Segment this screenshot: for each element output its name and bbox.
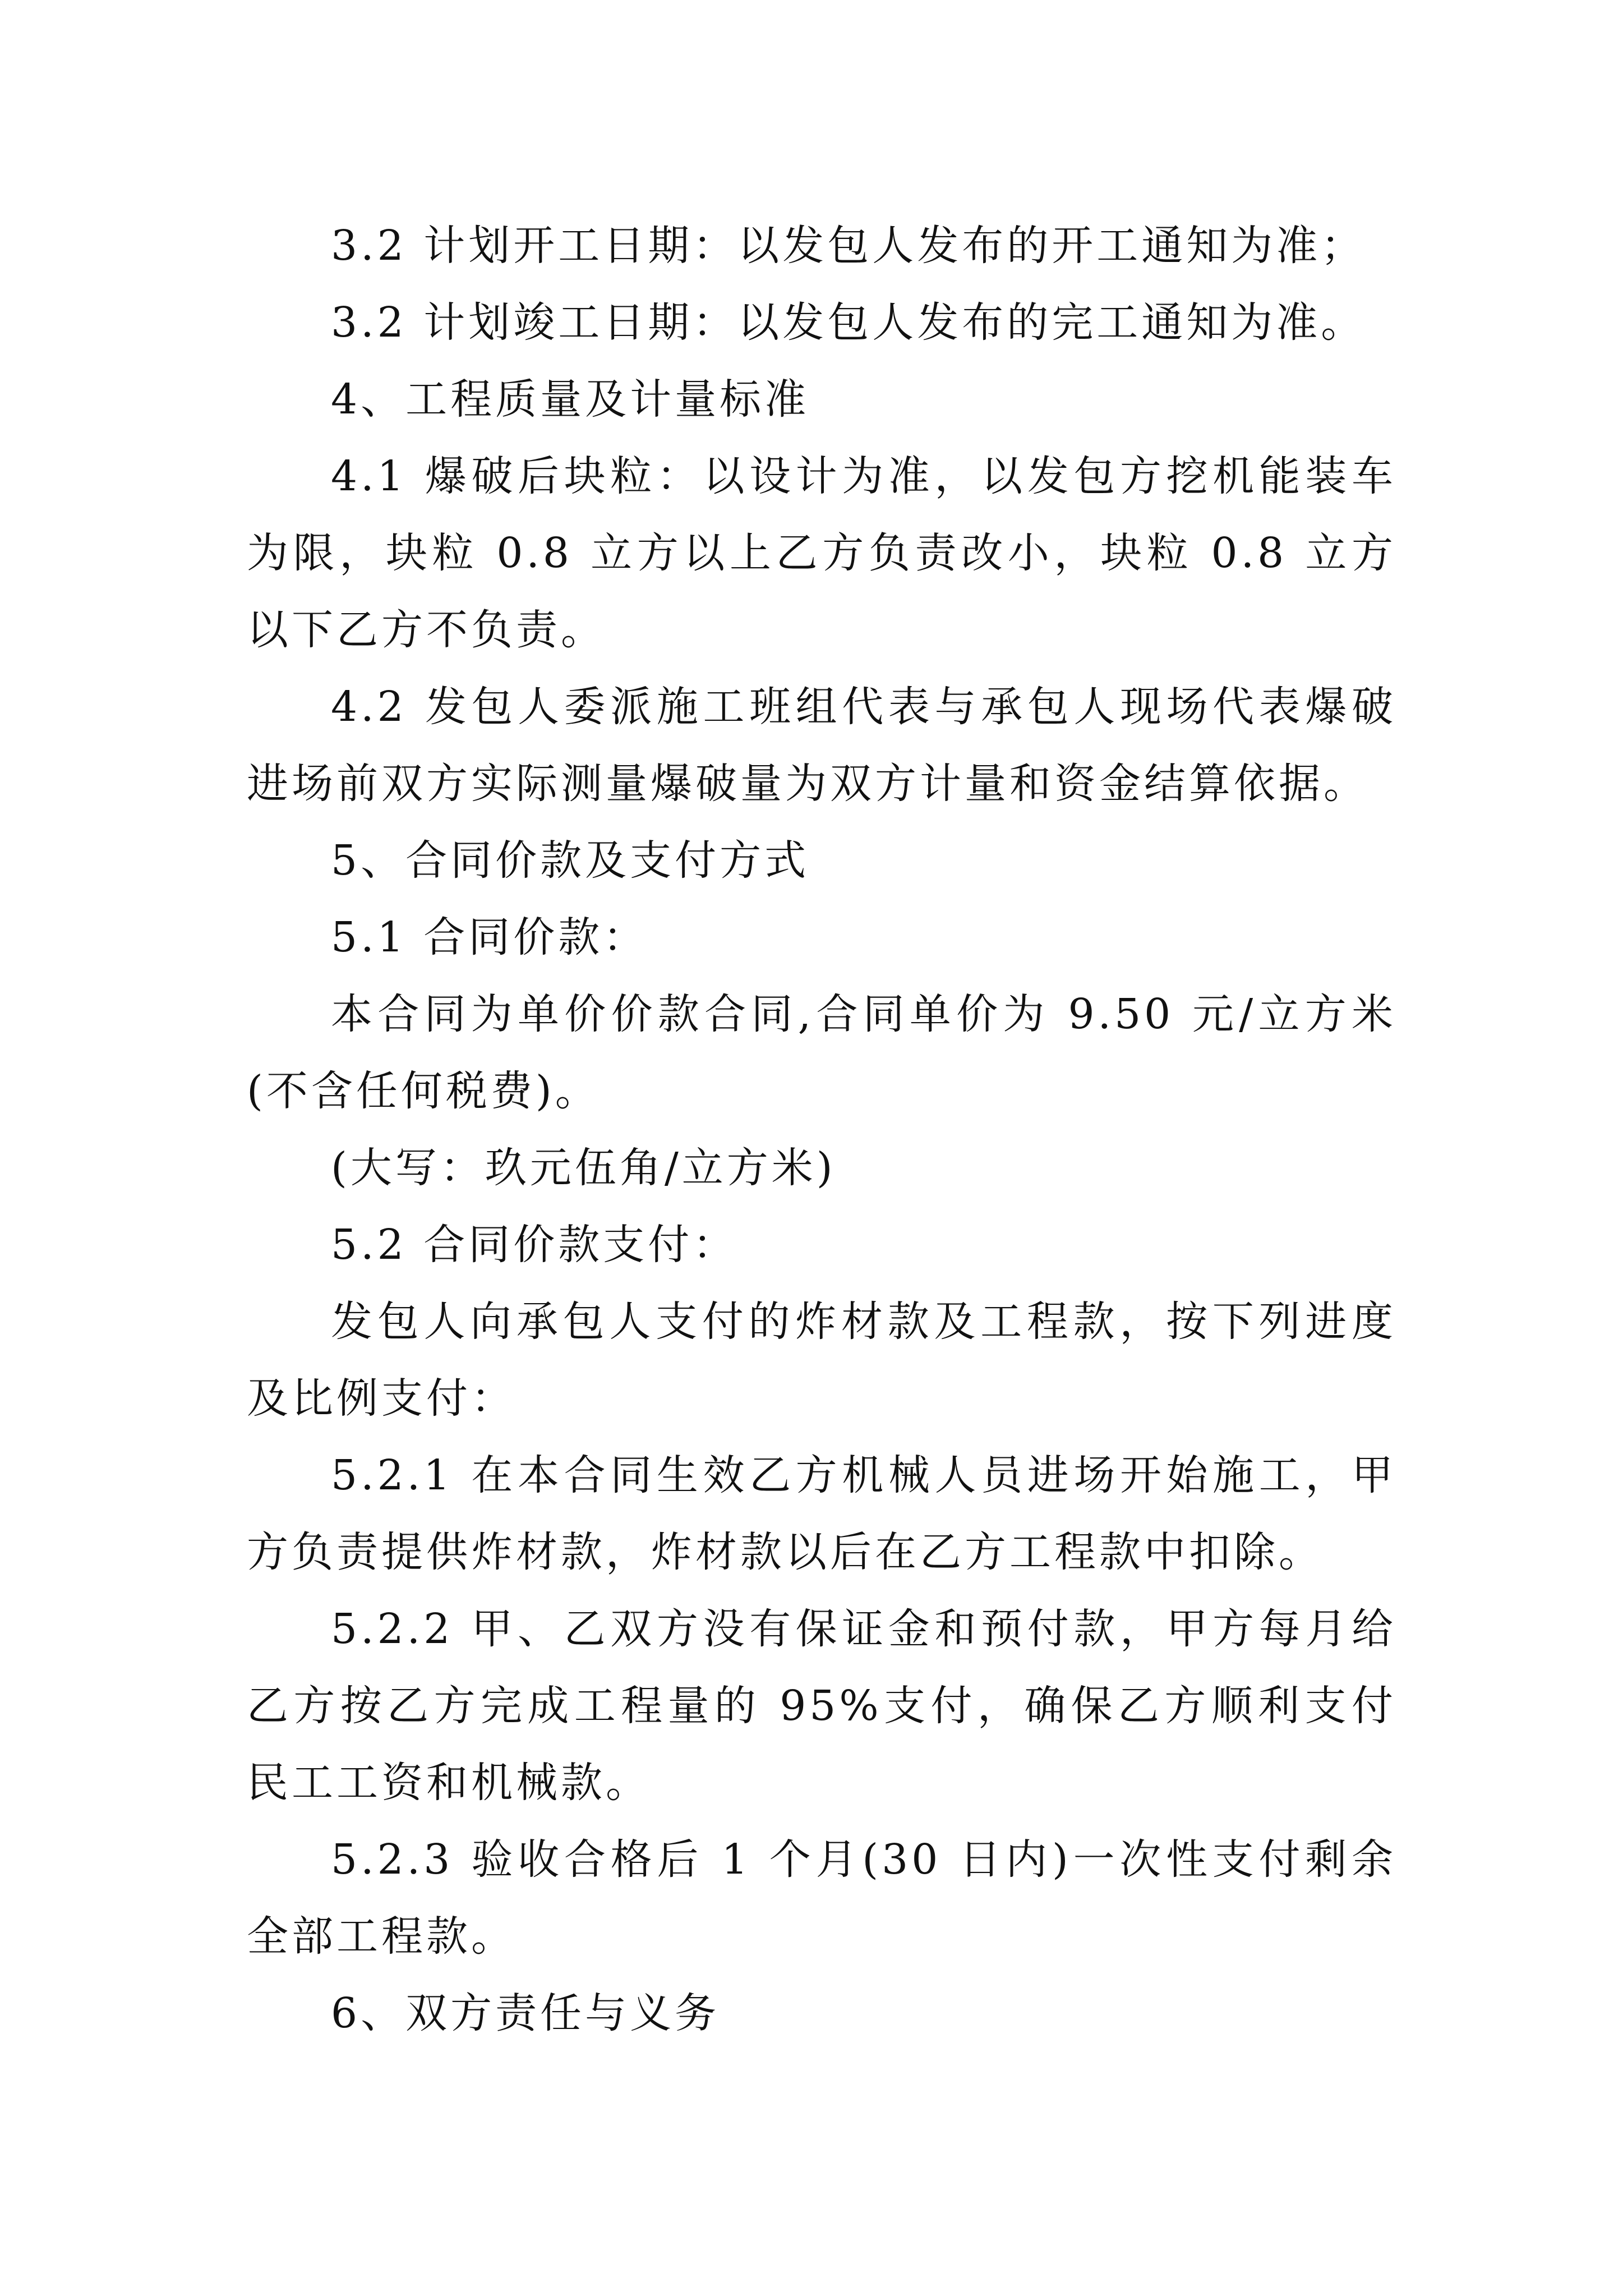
paragraph-unit-price: 本合同为单价价款合同,合同单价为 9.50 元/立方米(不含任何税费)。 bbox=[247, 990, 1396, 1115]
section-heading-quality: 4、工程质量及计量标准 bbox=[331, 375, 810, 424]
paragraph-measurement: 4.2 发包人委派施工班组代表与承包人现场代表爆破进场前双方实际测量爆破量为双方计量和资金结算依据。 bbox=[247, 683, 1396, 808]
paragraph-blast-size: 4.1 爆破后块粒：以设计为准，以发包方挖机能装车为限，块粒 0.8 立方以上乙方负责改小，块粒 0.8 立方以下乙方不负责。 bbox=[247, 452, 1396, 654]
paragraph-payment-heading: 5.2 合同价款支付： bbox=[331, 1221, 738, 1269]
section-heading-responsibilities: 6、双方责任与义务 bbox=[331, 1989, 720, 2037]
paragraph-completion-date: 3.2 计划竣工日期：以发包人发布的完工通知为准。 bbox=[331, 298, 1366, 347]
document-body bbox=[247, 208, 1396, 2052]
paragraph-monthly-payment: 5.2.2 甲、乙双方没有保证金和预付款，甲方每月给乙方按乙方完成工程量的 95%支付，确保乙方顺利支付民工工资和机械款。 bbox=[247, 1605, 1396, 1807]
paragraph-payment-schedule: 发包人向承包人支付的炸材款及工程款，按下列进度及比例支付： bbox=[247, 1297, 1396, 1423]
paragraph-contract-price-heading: 5.1 合同价款： bbox=[331, 913, 648, 961]
section-heading-payment: 5、合同价款及支付方式 bbox=[331, 836, 810, 885]
paragraph-start-date: 3.2 计划开工日期：以发包人发布的开工通知为准； bbox=[331, 222, 1366, 270]
paragraph-price-in-words: (大写：玖元伍角/立方米) bbox=[331, 1144, 836, 1192]
paragraph-final-payment: 5.2.3 验收合格后 1 个月(30 日内)一次性支付剩余全部工程款。 bbox=[247, 1835, 1396, 1961]
paragraph-explosives-payment: 5.2.1 在本合同生效乙方机械人员进场开始施工，甲方负责提供炸材款，炸材款以后在乙方工程款中扣除。 bbox=[247, 1451, 1396, 1576]
